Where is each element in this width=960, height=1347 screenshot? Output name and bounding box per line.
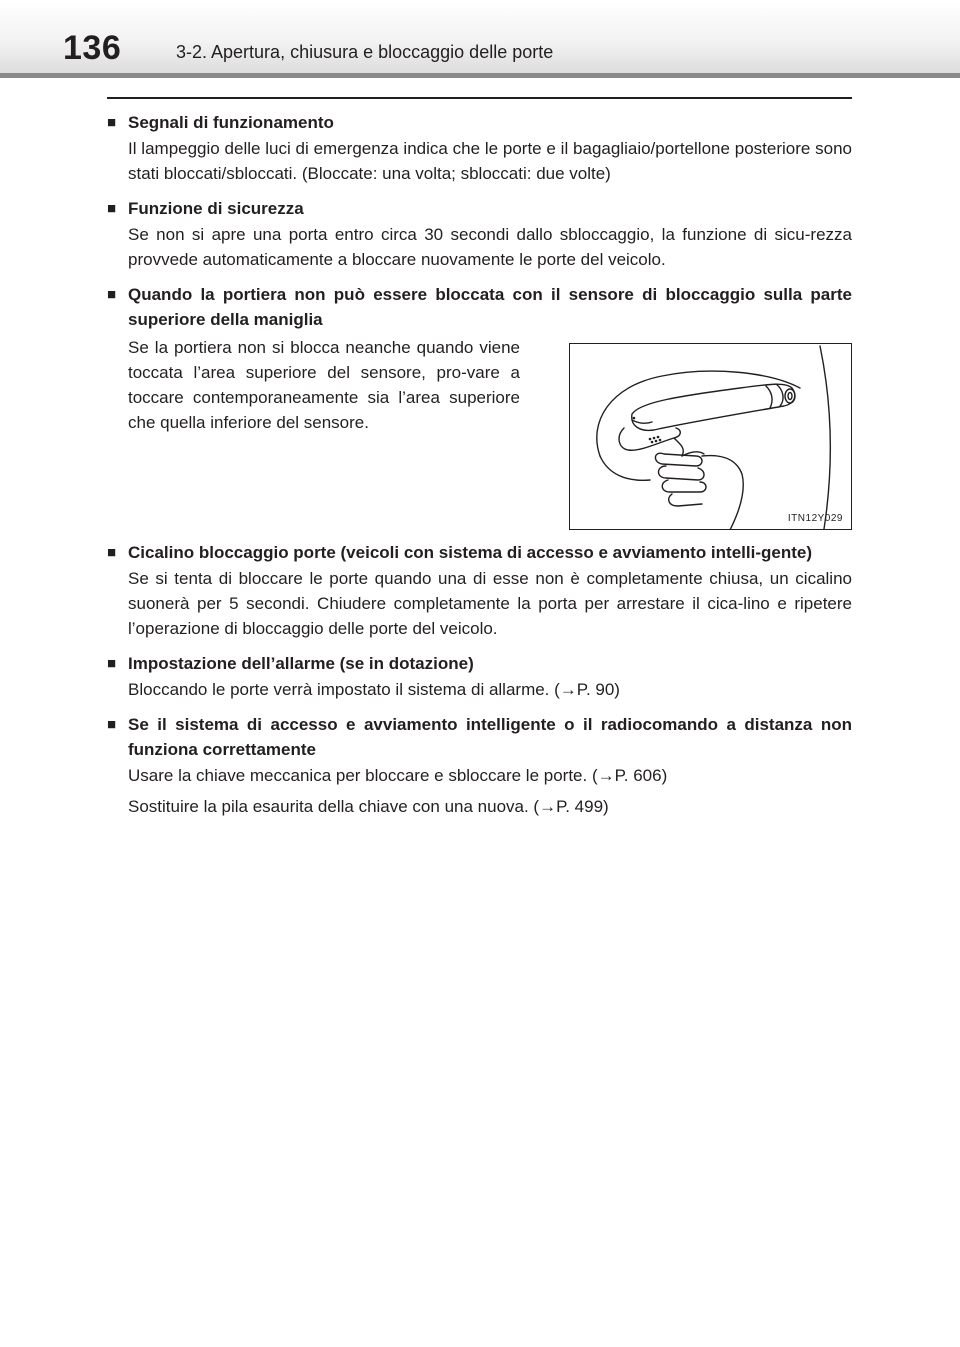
topic-alarm — [107, 651, 852, 702]
paragraph: Usare la chiave meccanica per bloccare e sbloccare le porte. (→P. 606) — [128, 766, 668, 785]
topic-heading — [107, 196, 852, 221]
figure-code: ITN12Y029 — [787, 513, 843, 524]
topic-malfunction — [107, 712, 852, 819]
paragraph: Bloccando le porte verrà impostato il sistema di allarme. (→P. 90) — [128, 680, 620, 699]
paragraph: Il lampeggio delle luci di emergenza indica che le porte e il bagagliaio/portellone posteriore sono stati bloccati/sbloccati. (Bloccate: una volta; sbloccati: due volte) — [128, 139, 852, 183]
heading-text: Cicalino bloccaggio porte (veicoli con sistema di accesso e avviamento intelli-gente) — [128, 543, 812, 562]
door-handle-figure — [569, 343, 852, 530]
topic-heading — [107, 651, 852, 676]
square-bullet-icon: ■ — [107, 655, 117, 672]
topic-safety — [107, 196, 852, 272]
topic-signals — [107, 110, 852, 186]
square-bullet-icon: ■ — [107, 114, 117, 131]
topic-heading — [107, 540, 852, 565]
heading-text: Segnali di funzionamento — [128, 113, 334, 132]
topic-heading — [107, 282, 852, 332]
paragraph: Sostituire la pila esaurita della chiave con una nuova. (→P. 499) — [128, 797, 609, 816]
heading-text: Quando la portiera non può essere bloccata con il sensore di bloccaggio sulla parte superiore della maniglia — [128, 285, 852, 329]
topic-heading — [107, 110, 852, 135]
content — [107, 110, 852, 829]
page-header — [0, 0, 960, 80]
topic-buzzer — [107, 540, 852, 641]
page-number: 136 — [63, 29, 122, 67]
paragraph: Se si tenta di bloccare le porte quando una di esse non è completamente chiusa, un cicalino suonerà per 5 secondi. Chiudere completamente la porta per arrestare il cica-lino e ripetere l’operazione di bloccaggio delle porte del veicolo. — [128, 569, 852, 638]
square-bullet-icon: ■ — [107, 716, 117, 733]
section-title: 3-2. Apertura, chiusura e bloccaggio delle porte — [176, 42, 554, 62]
paragraph: Se non si apre una porta entro circa 30 secondi dallo sbloccaggio, la funzione di sicu-rezza provvede automaticamente a bloccare nuovamente le porte del veicolo. — [128, 225, 852, 269]
paragraph: Se la portiera non si blocca neanche quando viene toccata l’area superiore del sensore, pro-vare a toccare contemporaneamente sia l’area superiore che quella inferiore del sensore. — [128, 338, 520, 432]
content-top-rule — [107, 97, 852, 99]
square-bullet-icon: ■ — [107, 286, 117, 303]
heading-text: Funzione di sicurezza — [128, 199, 304, 218]
topic-sensor — [107, 282, 852, 530]
header-rule — [0, 73, 960, 78]
header-band — [0, 0, 960, 74]
heading-text: Impostazione dell’allarme (se in dotazione) — [128, 654, 474, 673]
square-bullet-icon: ■ — [107, 544, 117, 561]
text-figure-row — [128, 334, 852, 530]
square-bullet-icon: ■ — [107, 200, 117, 217]
door-handle-hand-illustration-icon — [570, 344, 852, 530]
heading-text: Se il sistema di accesso e avviamento intelligente o il radiocomando a distanza non funziona correttamente — [128, 715, 852, 759]
topic-heading — [107, 712, 852, 762]
